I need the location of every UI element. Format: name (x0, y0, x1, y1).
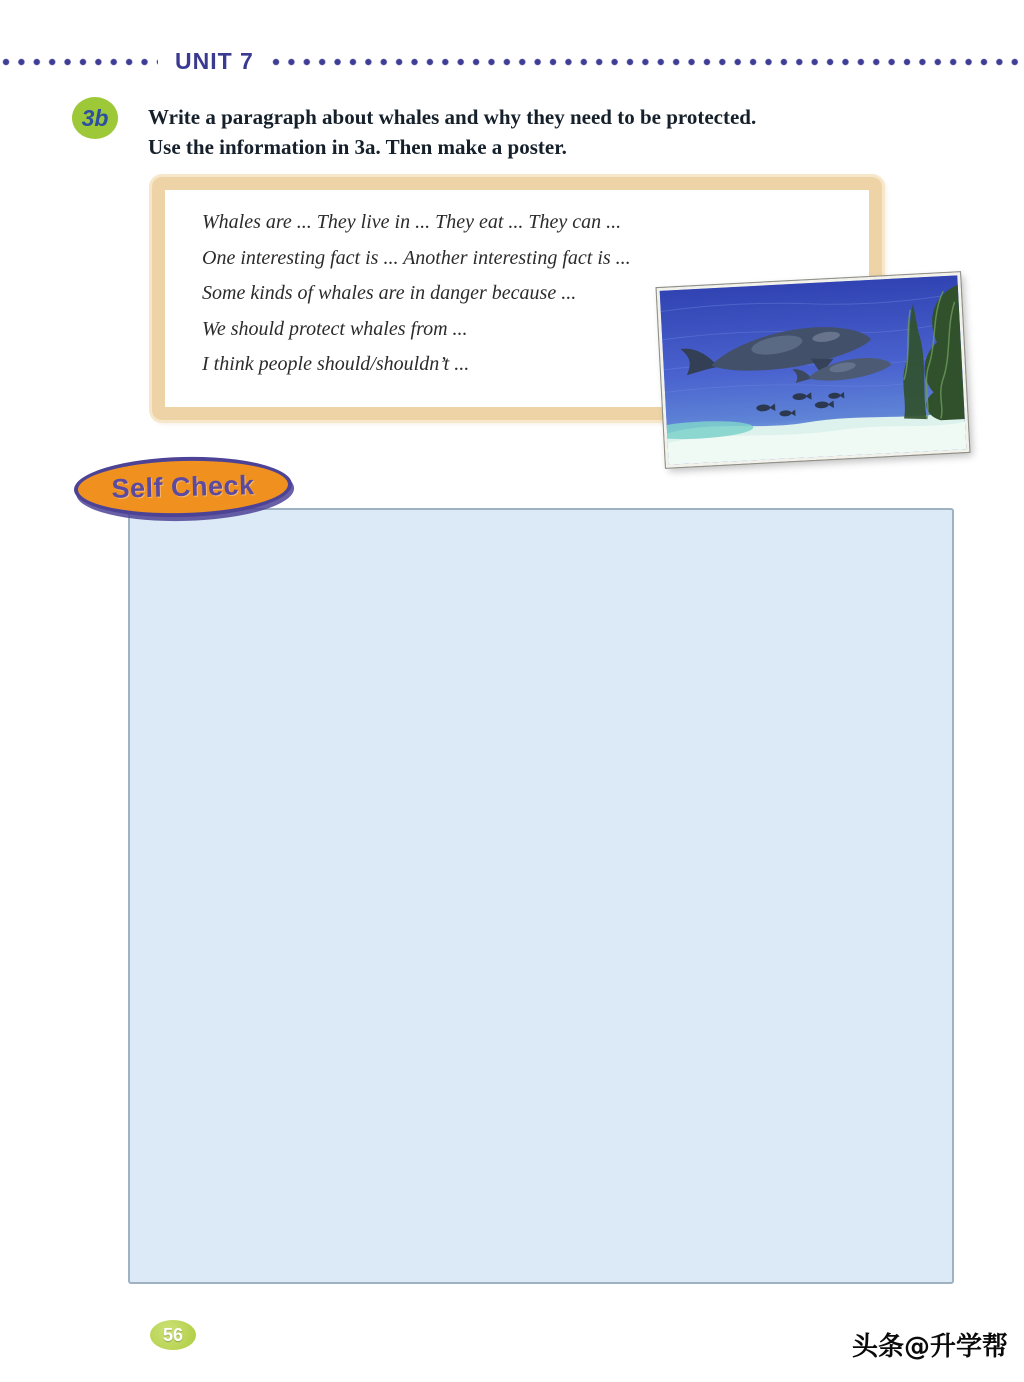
dotted-line-left (2, 56, 158, 68)
prompt-line: We should protect whales from ... (202, 317, 468, 340)
self-check-panel (128, 508, 954, 1284)
exercise-3b-instructions (148, 102, 958, 162)
prompt-line: Some kinds of whales are in danger because ... (202, 282, 577, 304)
watermark: 头条@升学帮 (851, 1332, 1008, 1362)
whale-scene-illustration (660, 275, 967, 464)
prompt-line: I think people should/shouldn’t ... (202, 353, 470, 375)
whales-underwater-photo (656, 272, 969, 468)
unit-label: UNIT 7 (175, 48, 254, 74)
exercise-3b-badge: 3b (72, 97, 118, 139)
instruction-line-1: Write a paragraph about whales and why they need to be protected. (148, 105, 757, 129)
prompt-line: Whales are ... They live in ... They eat ... They can ... (202, 211, 622, 233)
dotted-line-right (272, 56, 1024, 68)
page-number-badge: 56 (150, 1320, 196, 1350)
self-check-badge: Self Check (73, 454, 292, 520)
instruction-line-2: Use the information in 3a. Then make a poster. (148, 135, 567, 159)
prompt-line: One interesting fact is ... Another interesting fact is ... (202, 246, 631, 269)
